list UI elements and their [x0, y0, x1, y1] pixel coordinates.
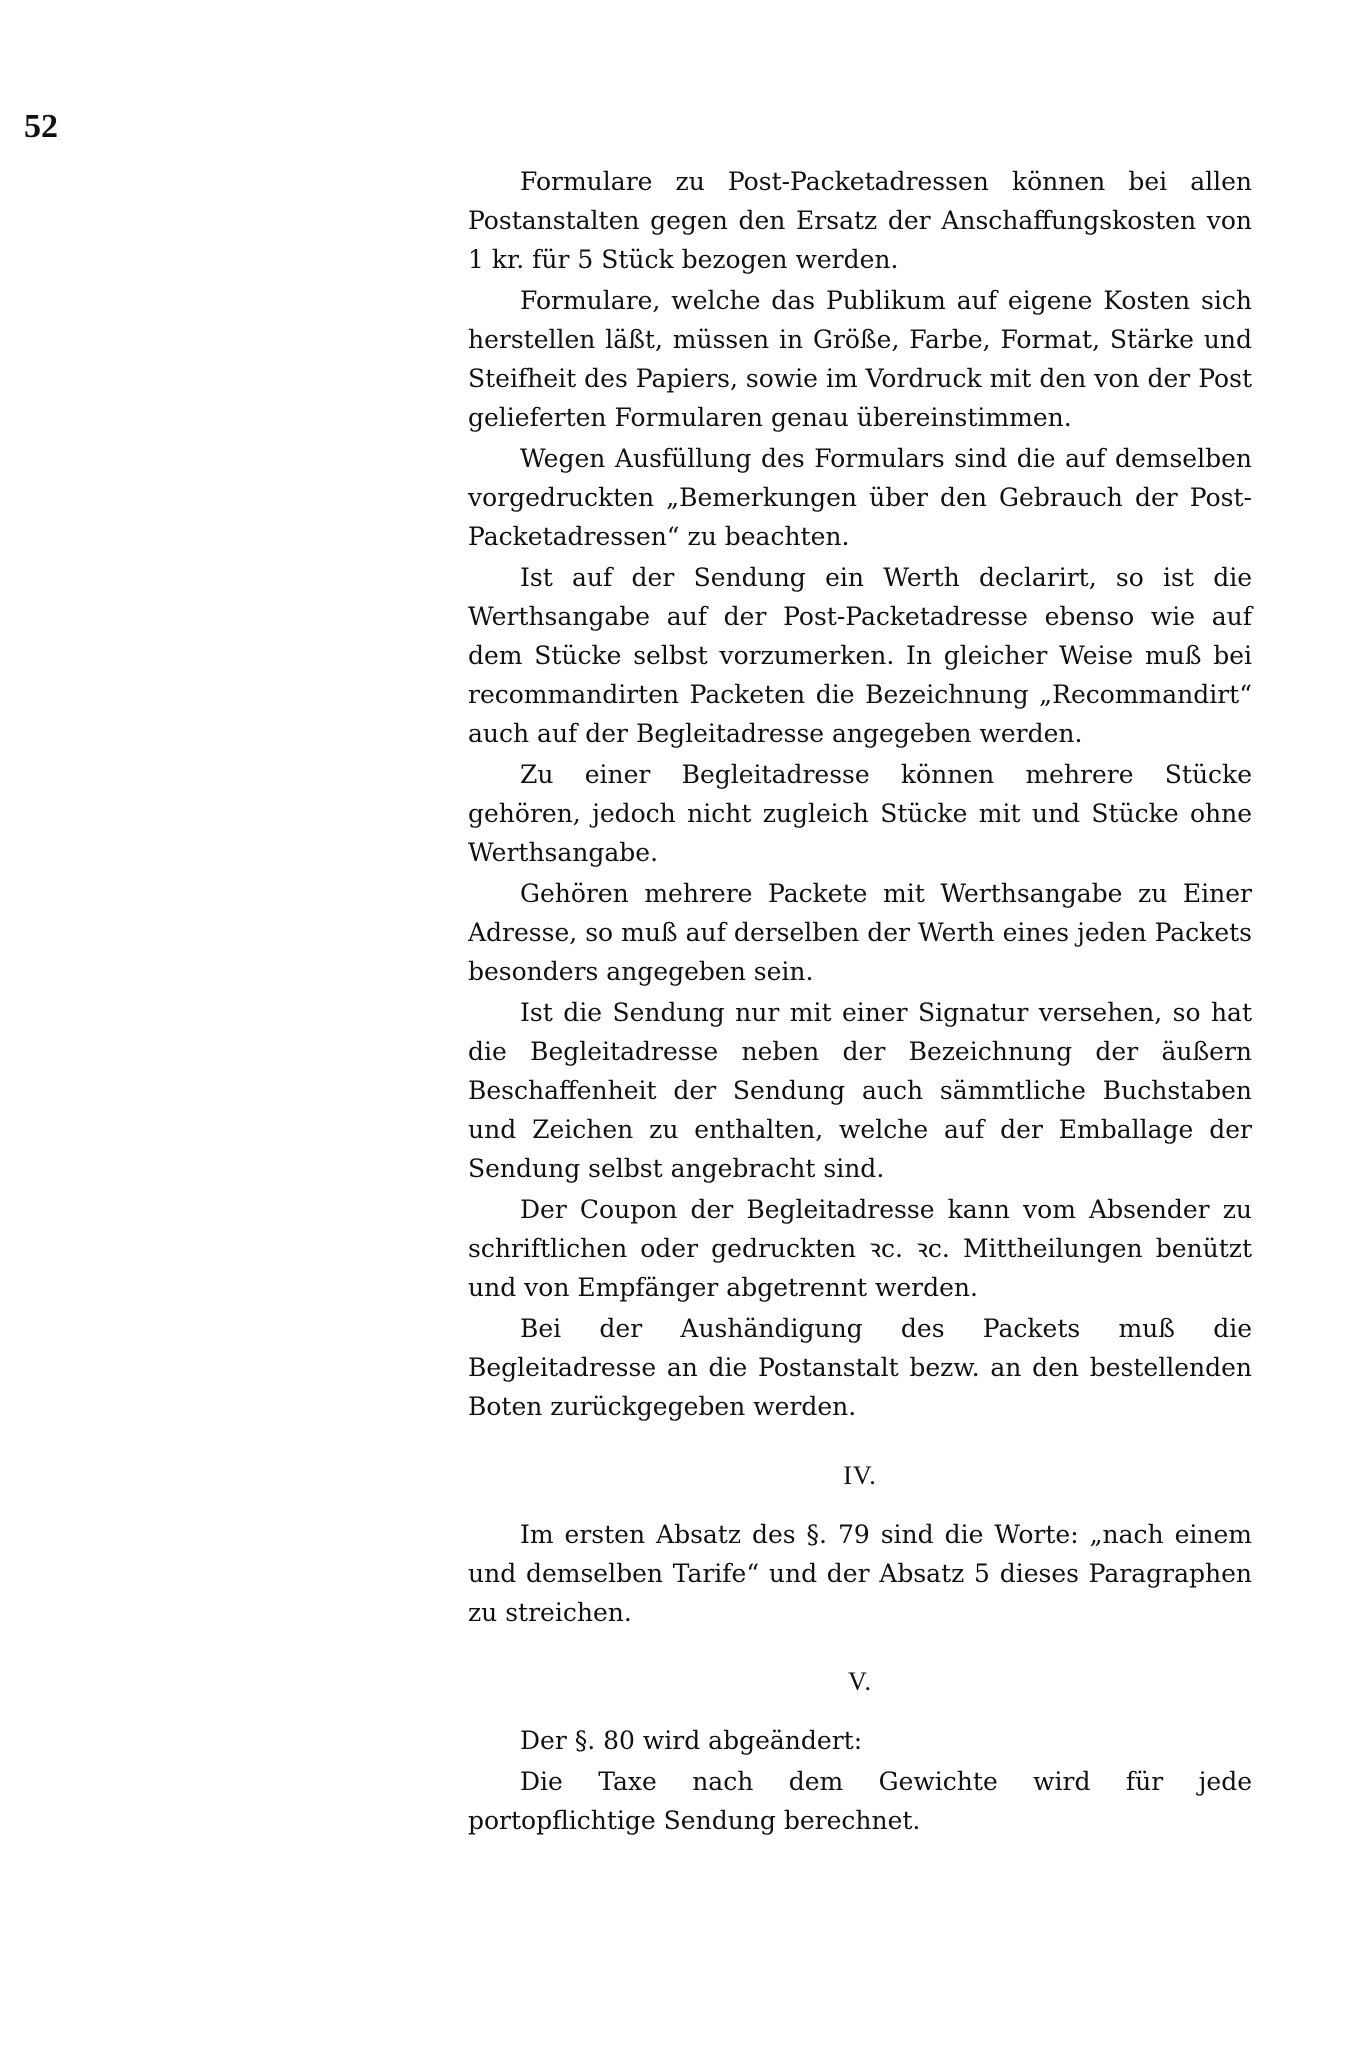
paragraph-declared-value: Ist auf der Sendung ein Werth declarirt, so ist die Werthsangabe auf der Post-Packetadresse ebenso wie auf dem Stücke selbst vorzumerken. In gleicher Weise muß bei recommandirten Packeten die Bezeichnung „Recommandirt“ auch auf der Begleitadresse angegeben werden. — [468, 563, 1252, 748]
text-column — [468, 162, 1252, 1842]
paragraph-section-iv: Im ersten Absatz des §. 79 sind die Worte: „nach einem und demselben Tarife“ und der Absatz 5 dieses Paragraphen zu streichen. — [468, 1520, 1252, 1627]
section-heading-v: V. — [848, 1667, 872, 1696]
page-number: 52 — [24, 108, 58, 145]
section-heading-iv: IV. — [843, 1461, 877, 1490]
paragraph-filling-notes: Wegen Ausfüllung des Formulars sind die auf demselben vorgedruckten „Bemerkungen über den Gebrauch der Post-Packetadressen“ zu beachten. — [468, 444, 1252, 551]
paragraph-coupon: Der Coupon der Begleitadresse kann vom Absender zu schriftlichen oder gedruckten ꝛc. ꝛc. Mittheilungen benützt und von Empfänger abgetrennt werden. — [468, 1195, 1252, 1302]
paragraph-return-address: Bei der Aushändigung des Packets muß die Begleitadresse an die Postanstalt bezw. an den bestellenden Boten zurückgegeben werden. — [468, 1314, 1252, 1421]
paragraph-signature: Ist die Sendung nur mit einer Signatur versehen, so hat die Begleitadresse neben der Bezeichnung der äußern Beschaffenheit der Sendung auch sämmtliche Buchstaben und Zeichen zu enthalten, welche auf der Emballage der Sendung selbst angebracht sind. — [468, 998, 1252, 1183]
paragraph-value-per-packet: Gehören mehrere Packete mit Werthsangabe zu Einer Adresse, so muß auf derselben der Werth eines jeden Packets besonders angegeben sein. — [468, 879, 1252, 986]
paragraph-section-v-intro: Der §. 80 wird abgeändert: — [520, 1726, 863, 1755]
paragraph-forms-availability: Formulare zu Post-Packetadressen können bei allen Postanstalten gegen den Ersatz der Anschaffungskosten von 1 kr. für 5 Stück bezogen werden. — [468, 167, 1252, 274]
paragraph-section-v-rule: Die Taxe nach dem Gewichte wird für jede portopflichtige Sendung berechnet. — [468, 1767, 1252, 1835]
paragraph-private-forms: Formulare, welche das Publikum auf eigene Kosten sich herstellen läßt, müssen in Größe, Farbe, Format, Stärke und Steifheit des Papiers, sowie im Vordruck mit den von der Post gelieferten Formularen genau übereinstimmen. — [468, 286, 1252, 432]
paragraph-multiple-pieces: Zu einer Begleitadresse können mehrere Stücke gehören, jedoch nicht zugleich Stücke mit und Stücke ohne Werthsangabe. — [468, 760, 1252, 867]
